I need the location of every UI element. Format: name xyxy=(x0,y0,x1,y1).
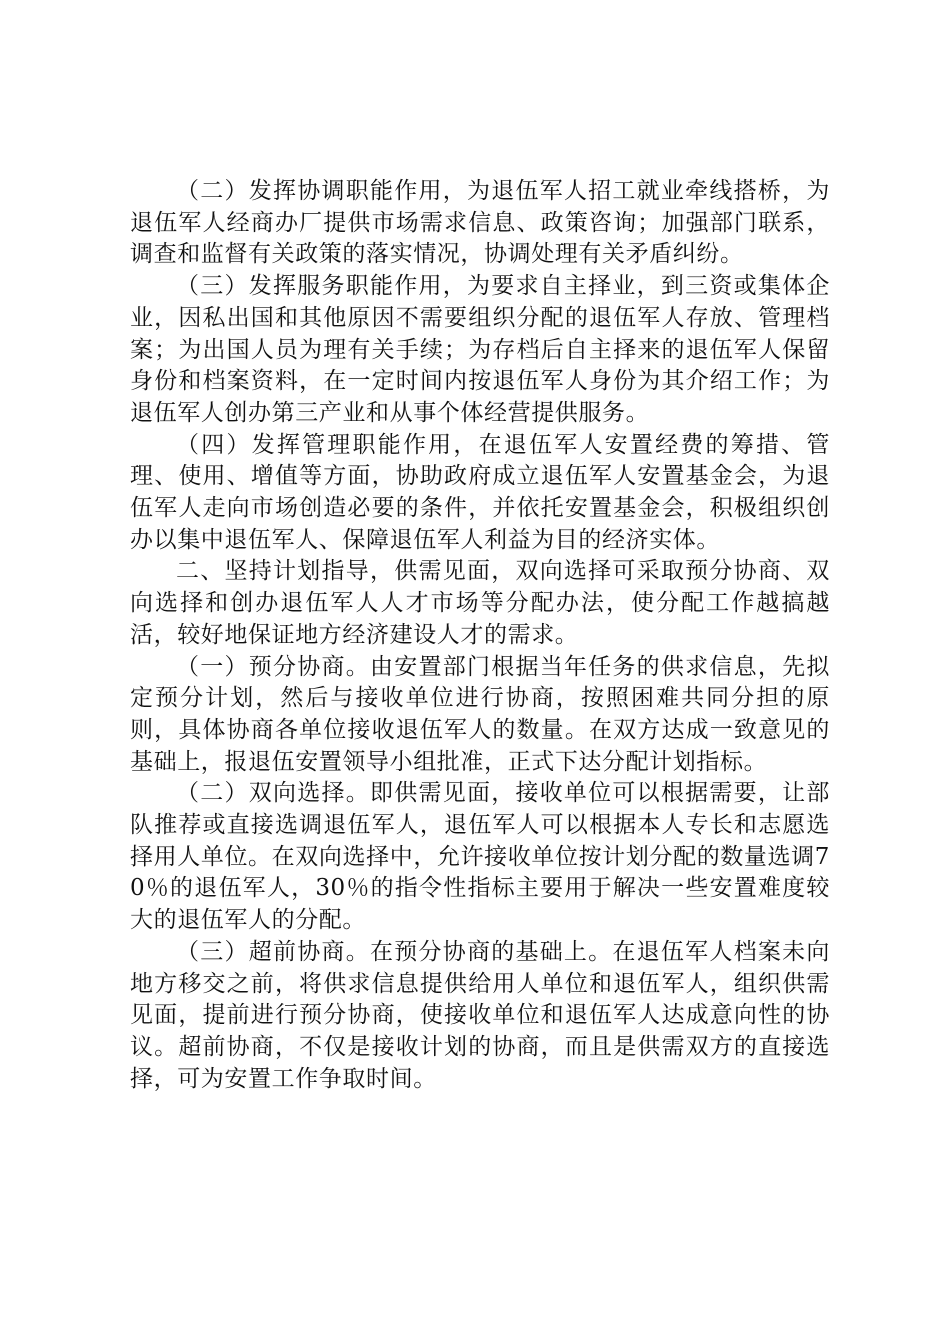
paragraph-pre-allocation: （一）预分协商。由安置部门根据当年任务的供求信息，先拟定预分计划，然后与接收单位进行协商，按照困难共同分担的原则，具体协商各单位接收退伍军人的数量。在双方达成一致意见的基础上，报退伍安置领导小组批准，正式下达分配计划指标。 xyxy=(130,653,830,775)
paragraph-section-two: 二、坚持计划指导，供需见面，双向选择可采取预分协商、双向选择和创办退伍军人人才市场等分配办法，使分配工作越搞越活，较好地保证地方经济建设人才的需求。 xyxy=(130,558,830,648)
paragraph-service: （三）发挥服务职能作用，为要求自主择业，到三资或集体企业，因私出国和其他原因不需要组织分配的退伍军人存放、管理档案；为出国人员为理有关手续；为存档后自主择来的退伍军人保留身份和档案资料，在一定时间内按退伍军人身份为其介绍工作；为退伍军人创办第三产业和从事个体经营提供服务。 xyxy=(130,273,830,426)
paragraph-management: （四）发挥管理职能作用，在退伍军人安置经费的筹措、管理、使用、增值等方面，协助政府成立退伍军人安置基金会，为退伍军人走向市场创造必要的条件，并依托安置基金会，积极组织创办以集中退伍军人、保障退伍军人利益为目的经济实体。 xyxy=(130,431,830,553)
document-body xyxy=(130,176,830,1095)
paragraph-coordination: （二）发挥协调职能作用，为退伍军人招工就业牵线搭桥，为退伍军人经商办厂提供市场需求信息、政策咨询；加强部门联系，调查和监督有关政策的落实情况，协调处理有关矛盾纠纷。 xyxy=(130,178,830,268)
paragraph-two-way-selection: （二）双向选择。即供需见面，接收单位可以根据需要，让部队推荐或直接选调退伍军人，退伍军人可以根据本人专长和志愿选择用人单位。在双向选择中，允许接收单位按计划分配的数量选调70％的退伍军人，30％的指令性指标主要用于解决一些安置难度较大的退伍军人的分配。 xyxy=(130,780,830,934)
paragraph-advance-consultation: （三）超前协商。在预分协商的基础上。在退伍军人档案未向地方移交之前，将供求信息提供给用人单位和退伍军人，组织供需见面，提前进行预分协商，使接收单位和退伍军人达成意向性的协议。超前协商，不仅是接收计划的协商，而且是供需双方的直接选择，可为安置工作争取时间。 xyxy=(130,938,830,1092)
